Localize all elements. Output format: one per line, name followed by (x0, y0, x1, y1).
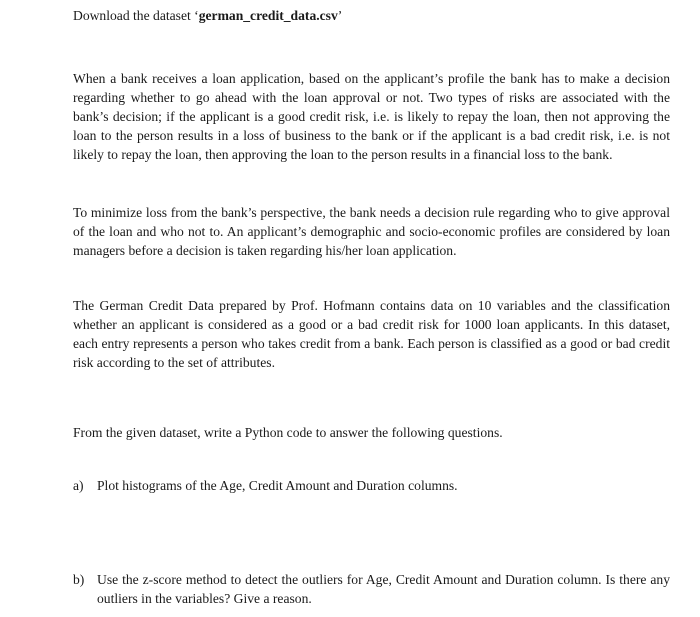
question-a-text: Plot histograms of the Age, Credit Amount and Duration columns. (97, 478, 458, 493)
question-b (73, 570, 670, 608)
instruction-suffix: ’ (337, 8, 343, 23)
question-a (73, 476, 670, 495)
download-instruction (73, 6, 342, 25)
dataset-filename: german_credit_data.csv (198, 8, 338, 23)
question-b-text: Use the z-score method to detect the outliers for Age, Credit Amount and Duration column. Is there any outliers in the variables? Give a reason. (97, 572, 670, 606)
paragraph-decision-rule: To minimize loss from the bank’s perspective, the bank needs a decision rule regarding who to give approval of the loan and who not to. An applicant’s demographic and socio-economic profiles are considered by loan managers before a decision is taken regarding his/her loan application. (73, 205, 670, 258)
question-b-label: b) (73, 572, 85, 587)
paragraph-task-intro: From the given dataset, write a Python code to answer the following questions. (73, 425, 503, 440)
paragraph-dataset-description: The German Credit Data prepared by Prof. Hofmann contains data on 10 variables and the classification whether an applicant is considered as a good or a bad credit risk for 1000 loan applicants. In this dataset, each entry represents a person who takes credit from a bank. Each person is classified as a good or bad credit risk according to the set of attributes. (73, 298, 670, 370)
question-a-label: a) (73, 478, 84, 493)
paragraph-loan-risk: When a bank receives a loan application, based on the applicant’s profile the bank has to make a decision regarding whether to go ahead with the loan approval or not. Two types of risks are associated with the bank’s decision; if the applicant is a good credit risk, i.e. is likely to repay the loan, then not approving the loan to the person results in a loss of business to the bank or if the applicant is a bad credit risk, i.e. is not likely to repay the loan, then approving the loan to the person results in a financial loss to the bank. (73, 71, 670, 162)
instruction-prefix: Download the dataset ‘ (73, 8, 199, 23)
